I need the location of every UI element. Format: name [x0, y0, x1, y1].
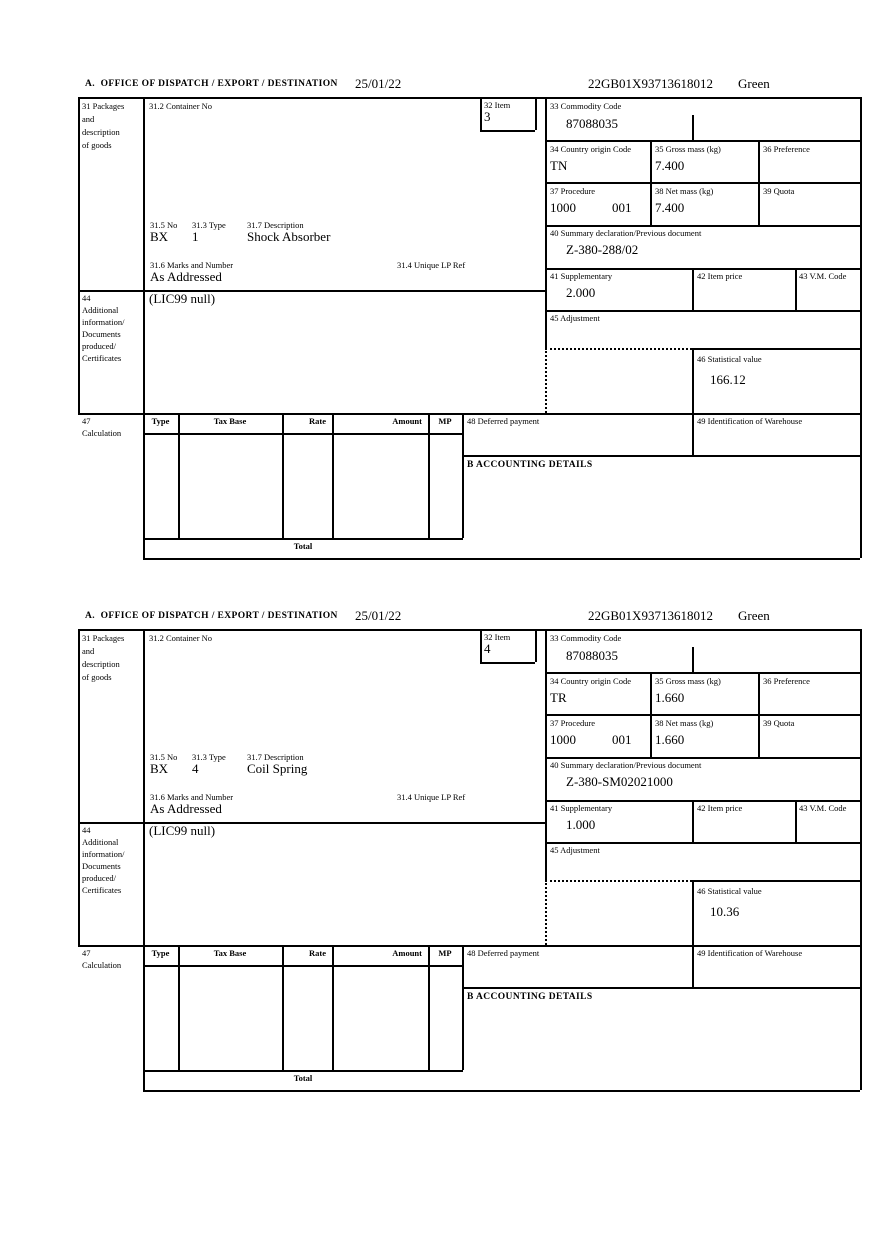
- unique-lp-ref-label: 31.4 Unique LP Ref: [397, 792, 466, 802]
- preference-label: 36 Preference: [763, 676, 810, 686]
- box44-label-line4: Documents: [82, 861, 121, 871]
- procedure-label: 37 Procedure: [550, 718, 596, 728]
- supplementary-value: 1.000: [566, 817, 596, 832]
- package-no-value: BX: [150, 761, 169, 776]
- form-bottom-border: [143, 1090, 860, 1092]
- accounting-details-label: B ACCOUNTING DETAILS: [467, 460, 593, 470]
- calc-type-col-border: [178, 413, 180, 538]
- box41-row-bottom-border: [545, 842, 860, 844]
- form-left-border: [78, 629, 80, 945]
- item-box-right-border: [535, 97, 537, 130]
- description-value: Shock Absorber: [247, 229, 331, 244]
- container-no-label: 31.2 Container No: [149, 633, 213, 643]
- gross-mass-value: 7.400: [655, 158, 685, 173]
- item-label: 32 Item: [484, 100, 511, 110]
- calc-col-rate-header: Rate: [309, 416, 326, 426]
- box31-label-line4: of goods: [82, 672, 112, 682]
- commodity-code-value: 87088035: [566, 116, 618, 131]
- marks-label: 31.6 Marks and Number: [150, 792, 234, 802]
- supplementary-value: 2.000: [566, 285, 596, 300]
- box40-bottom-border: [545, 268, 860, 270]
- commodity-code-divider: [692, 115, 694, 140]
- accounting-details-label: B ACCOUNTING DETAILS: [467, 992, 593, 1002]
- adjustment-label: 45 Adjustment: [550, 313, 600, 323]
- gross-mass-value: 1.660: [655, 690, 685, 705]
- preference-label: 36 Preference: [763, 144, 810, 154]
- summary-declaration-value: Z-380-288/02: [566, 242, 639, 257]
- box31-label-line3: description: [82, 127, 120, 137]
- summary-declaration-label: 40 Summary declaration/Previous document: [550, 760, 702, 770]
- office-of-dispatch-label: A. OFFICE OF DISPATCH / EXPORT / DESTINATION: [85, 79, 338, 89]
- calc-table-bottom-border: [143, 538, 463, 540]
- country-origin-value: TR: [550, 690, 567, 705]
- calc-table-bottom-border: [143, 1070, 463, 1072]
- item-price-label: 42 Item price: [697, 271, 743, 281]
- calc-amount-col-border: [428, 945, 430, 1070]
- net-mass-value: 1.660: [655, 732, 685, 747]
- form-left-border: [78, 97, 80, 413]
- office-of-dispatch-label: A. OFFICE OF DISPATCH / EXPORT / DESTINATION: [85, 611, 338, 621]
- box46-left-border: [692, 880, 694, 945]
- country-origin-label: 34 Country origin Code: [550, 144, 631, 154]
- box48-49-divider: [692, 413, 694, 455]
- quota-label: 39 Quota: [763, 186, 795, 196]
- box34-35-divider: [650, 672, 652, 757]
- box34-row-bottom-border: [545, 714, 860, 716]
- calc-mp-col-border: [462, 413, 464, 538]
- statistical-value: 10.36: [710, 904, 740, 919]
- package-no-value: BX: [150, 229, 169, 244]
- calc-col-amount-header: Amount: [392, 948, 422, 958]
- procedure-label: 37 Procedure: [550, 186, 596, 196]
- statistical-value-label: 46 Statistical value: [697, 886, 762, 896]
- box45-dotted-bottom-border: [545, 880, 692, 882]
- box42-43-divider: [795, 800, 797, 842]
- net-mass-value: 7.400: [655, 200, 685, 215]
- box44-label-line6: Certificates: [82, 885, 122, 895]
- calc-col-rate-header: Rate: [309, 948, 326, 958]
- declaration-reference: 22GB01X93713618012: [588, 608, 713, 623]
- dotted-column-border: [545, 348, 547, 413]
- calc-col-taxbase-header: Tax Base: [213, 948, 247, 958]
- box31-label-line2: and: [82, 114, 95, 124]
- adjustment-label: 45 Adjustment: [550, 845, 600, 855]
- commodity-code-label: 33 Commodity Code: [550, 633, 622, 643]
- box47-label-line2: Calculation: [82, 428, 122, 438]
- country-origin-label: 34 Country origin Code: [550, 676, 631, 686]
- marks-label: 31.6 Marks and Number: [150, 260, 234, 270]
- package-no-label: 31.5 No: [150, 752, 178, 762]
- form-right-border: [860, 629, 862, 1090]
- item-box-left-border: [480, 629, 482, 662]
- calc-col-mp-header: MP: [438, 948, 452, 958]
- item-number: 3: [484, 109, 491, 124]
- item-price-label: 42 Item price: [697, 803, 743, 813]
- box48-bottom-border: [462, 987, 860, 989]
- vm-code-label: 43 V.M. Code: [799, 803, 847, 813]
- box34-row-bottom-border: [545, 182, 860, 184]
- calc-total-label: Total: [293, 1073, 313, 1083]
- commodity-code-value: 87088035: [566, 648, 618, 663]
- box41-42-divider: [692, 268, 694, 310]
- calc-rate-col-border: [332, 945, 334, 1070]
- form-top-border: [78, 629, 860, 631]
- vm-code-label: 43 V.M. Code: [799, 271, 847, 281]
- calc-taxbase-col-border: [282, 413, 284, 538]
- calc-mp-col-border: [462, 945, 464, 1070]
- declaration-date: 25/01/22: [355, 608, 402, 623]
- form-top-border: [78, 97, 860, 99]
- warehouse-id-label: 49 Identification of Warehouse: [697, 416, 803, 426]
- routing-status: Green: [738, 608, 770, 623]
- box42-43-divider: [795, 268, 797, 310]
- box47-label-line2: Calculation: [82, 960, 122, 970]
- calc-total-label: Total: [293, 541, 313, 551]
- item-box-right-border: [535, 629, 537, 662]
- net-mass-label: 38 Net mass (kg): [655, 186, 714, 196]
- box46-left-border: [692, 348, 694, 413]
- calc-col-type-header: Type: [151, 948, 170, 958]
- additional-info-value: (LIC99 null): [149, 291, 216, 306]
- box41-row-bottom-border: [545, 310, 860, 312]
- calc-col-mp-header: MP: [438, 416, 452, 426]
- box31-label-line1: 31 Packages: [82, 633, 125, 643]
- box40-bottom-border: [545, 800, 860, 802]
- unique-lp-ref-label: 31.4 Unique LP Ref: [397, 260, 466, 270]
- routing-status: Green: [738, 76, 770, 91]
- box45-dotted-bottom-border: [545, 348, 692, 350]
- description-label: 31.7 Description: [247, 220, 304, 230]
- label-column-border: [143, 629, 145, 1090]
- warehouse-id-label: 49 Identification of Warehouse: [697, 948, 803, 958]
- box44-label-line2: Additional: [82, 837, 119, 847]
- country-origin-value: TN: [550, 158, 568, 173]
- center-column-border: [545, 97, 547, 348]
- customs-item-form: [0, 75, 882, 575]
- box31-label-line1: 31 Packages: [82, 101, 125, 111]
- box44-label-line4: Documents: [82, 329, 121, 339]
- calc-col-type-header: Type: [151, 416, 170, 426]
- box37-row-bottom-border: [545, 757, 860, 759]
- box35-36-divider: [758, 140, 760, 225]
- package-type-value: 1: [192, 229, 199, 244]
- additional-info-value: (LIC99 null): [149, 823, 216, 838]
- item-box-left-border: [480, 97, 482, 130]
- calc-col-amount-header: Amount: [392, 416, 422, 426]
- procedure-value-2: 001: [612, 200, 632, 215]
- gross-mass-label: 35 Gross mass (kg): [655, 676, 721, 686]
- box44-label-line5: produced/: [82, 341, 116, 351]
- summary-declaration-value: Z-380-SM02021000: [566, 774, 673, 789]
- item-number: 4: [484, 641, 491, 656]
- box46-top-border: [692, 880, 860, 882]
- calc-taxbase-col-border: [282, 945, 284, 1070]
- supplementary-label: 41 Supplementary: [550, 803, 613, 813]
- commodity-code-label: 33 Commodity Code: [550, 101, 622, 111]
- description-label: 31.7 Description: [247, 752, 304, 762]
- procedure-value-2: 001: [612, 732, 632, 747]
- procedure-value-1: 1000: [550, 732, 576, 747]
- box34-35-divider: [650, 140, 652, 225]
- box47-top-border: [78, 413, 860, 415]
- box47-label-line1: 47: [82, 416, 91, 426]
- box33-bottom-border: [545, 672, 860, 674]
- statistical-value: 166.12: [710, 372, 746, 387]
- label-column-border: [143, 97, 145, 558]
- dotted-column-border: [545, 880, 547, 945]
- declaration-reference: 22GB01X93713618012: [588, 76, 713, 91]
- form-bottom-border: [143, 558, 860, 560]
- box31-label-line3: description: [82, 659, 120, 669]
- center-column-border: [545, 629, 547, 880]
- supplementary-label: 41 Supplementary: [550, 271, 613, 281]
- box35-36-divider: [758, 672, 760, 757]
- quota-label: 39 Quota: [763, 718, 795, 728]
- package-type-value: 4: [192, 761, 199, 776]
- customs-item-form: [0, 607, 882, 1107]
- marks-value: As Addressed: [150, 801, 222, 816]
- box44-label-line2: Additional: [82, 305, 119, 315]
- net-mass-label: 38 Net mass (kg): [655, 718, 714, 728]
- box44-label-line1: 44: [82, 825, 91, 835]
- container-no-label: 31.2 Container No: [149, 101, 213, 111]
- package-no-label: 31.5 No: [150, 220, 178, 230]
- calc-type-col-border: [178, 945, 180, 1070]
- box37-row-bottom-border: [545, 225, 860, 227]
- box44-label-line3: information/: [82, 849, 125, 859]
- box44-label-line3: information/: [82, 317, 125, 327]
- package-type-label: 31.3 Type: [192, 220, 226, 230]
- box47-label-line1: 47: [82, 948, 91, 958]
- box41-42-divider: [692, 800, 694, 842]
- box44-label-line6: Certificates: [82, 353, 122, 363]
- box46-top-border: [692, 348, 860, 350]
- deferred-payment-label: 48 Deferred payment: [467, 948, 540, 958]
- form-right-border: [860, 97, 862, 558]
- calc-rate-col-border: [332, 413, 334, 538]
- box48-49-divider: [692, 945, 694, 987]
- calc-header-bottom-border: [143, 433, 463, 435]
- calc-header-bottom-border: [143, 965, 463, 967]
- calc-col-taxbase-header: Tax Base: [213, 416, 247, 426]
- item-box-bottom-border: [480, 662, 535, 664]
- item-box-bottom-border: [480, 130, 535, 132]
- box31-label-line4: of goods: [82, 140, 112, 150]
- commodity-code-divider: [692, 647, 694, 672]
- procedure-value-1: 1000: [550, 200, 576, 215]
- description-value: Coil Spring: [247, 761, 308, 776]
- package-type-label: 31.3 Type: [192, 752, 226, 762]
- box44-label-line5: produced/: [82, 873, 116, 883]
- deferred-payment-label: 48 Deferred payment: [467, 416, 540, 426]
- box47-top-border: [78, 945, 860, 947]
- box31-label-line2: and: [82, 646, 95, 656]
- box44-label-line1: 44: [82, 293, 91, 303]
- box33-bottom-border: [545, 140, 860, 142]
- box48-bottom-border: [462, 455, 860, 457]
- statistical-value-label: 46 Statistical value: [697, 354, 762, 364]
- calc-amount-col-border: [428, 413, 430, 538]
- item-label: 32 Item: [484, 632, 511, 642]
- marks-value: As Addressed: [150, 269, 222, 284]
- gross-mass-label: 35 Gross mass (kg): [655, 144, 721, 154]
- summary-declaration-label: 40 Summary declaration/Previous document: [550, 228, 702, 238]
- declaration-date: 25/01/22: [355, 76, 402, 91]
